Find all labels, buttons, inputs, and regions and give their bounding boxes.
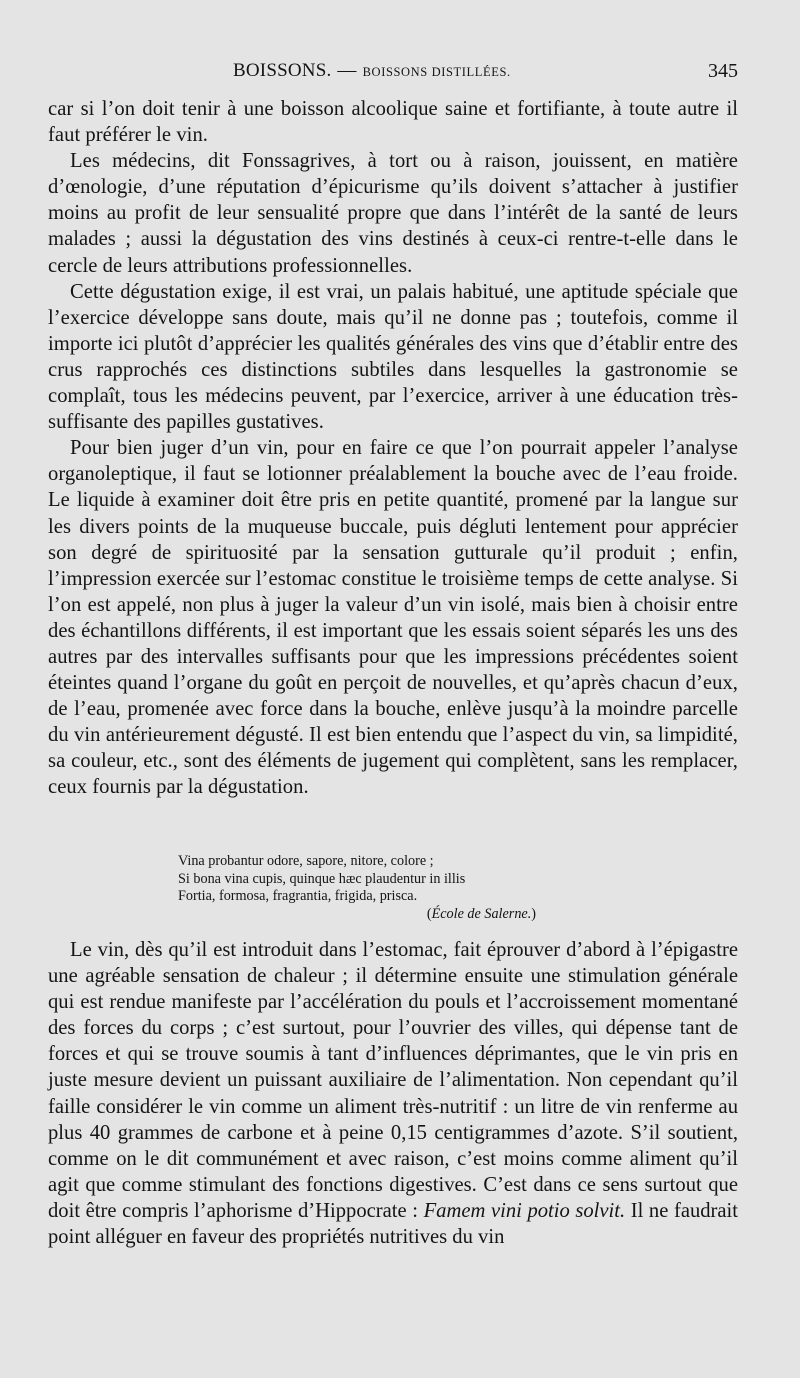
paragraph: car si l’on doit tenir à une boisson alcoolique saine et fortifiante, à toute autre il faut préférer le vin. <box>48 98 738 147</box>
page-number: 345 <box>708 60 738 82</box>
header-dash: — <box>337 60 357 81</box>
paragraph-text-end: Il ne faudrait point alléguer en faveur des propriétés nutritives du vin <box>48 1199 738 1249</box>
paragraph: Les médecins, dit Fonssagrives, à tort ou à raison, jouissent, en matière d’œnologie, d’une réputation d’épicurisme qu’ils doivent s’attacher à justifier moins au profit de leur sensualité propre que dans l’intérêt de la santé de leurs malades ; aussi la dégustation des vins destinés à ceux-ci rentre-t-elle dans le cercle de leurs attributions professionnelles. <box>48 150 738 277</box>
running-header <box>48 60 738 90</box>
quote-source-close: ) <box>531 905 536 922</box>
quote-source-title: École de Salerne. <box>431 905 532 922</box>
paragraph <box>48 937 738 1250</box>
paragraph: Cette dégustation exige, il est vrai, un palais habitué, une aptitude spéciale que l’exercice développe sans doute, mais qu’il ne donne pas ; toutefois, comme il importe ici plutôt d’apprécier les qualités générales des vins que d’établir entre des crus rapprochés ces distinctions subtiles dans lesquelles la gastronomie se complaît, tous les médecins peuvent, par l’exercice, arriver à une éducation très-suffisante des papilles gustatives. <box>48 280 738 434</box>
verse-line: Vina probantur odore, sapore, nitore, colore ; <box>178 853 434 869</box>
header-title <box>233 60 511 82</box>
body-text-continued <box>48 937 738 1250</box>
header-subsection: BOISSONS DISTILLÉES. <box>362 65 511 79</box>
latin-verse-quote <box>178 853 538 923</box>
verse-line: Si bona vina cupis, quinque hæc plaudentur in illis <box>178 870 466 887</box>
header-section: BOISSONS. <box>233 60 332 81</box>
quote-source <box>178 906 538 924</box>
quote-source-open: ( <box>426 905 432 922</box>
body-text <box>48 96 738 801</box>
verse-line: Fortia, formosa, fragrantia, frigida, prisca. <box>178 888 418 905</box>
paragraph: Pour bien juger d’un vin, pour en faire ce que l’on pourrait appeler l’analyse organoleptique, il faut se lotionner préalablement la bouche avec de l’eau froide. Le liquide à examiner doit être pris en petite quantité, promené par la langue sur les divers points de la muqueuse buccale, puis dégluti lentement pour apprécier son degré de spirituosité par la sensation gutturale qu’il produit ; enfin, l’impression exercée sur l’estomac constitue le troisième temps de cette analyse. Si l’on est appelé, non plus à juger la valeur d’un vin isolé, mais bien à choisir entre des échantillons différents, il est important que les essais soient séparés les uns des autres par des intervalles suffisants pour que les impressions précédentes soient éteintes quand l’organe du goût en perçoit de nouvelles, et qu’après chacun d’eux, de l’eau, promenée avec force dans la bouche, enlève jusqu’à la moindre parcelle du vin antérieurement dégusté. Il est bien entendu que l’aspect du vin, sa limpidité, sa couleur, etc., sont des éléments de jugement qui complètent, sans les remplacer, ceux fournis par la dégustation. <box>48 437 738 799</box>
hippocrates-aphorism: Famem vini potio solvit. <box>423 1199 626 1222</box>
paragraph-text: Le vin, dès qu’il est introduit dans l’estomac, fait éprouver d’abord à l’épigastre une agréable sensation de chaleur ; il détermine ensuite une stimulation générale qui est rendue manifeste par l’accélération du pouls et l’accroissement momentané des forces du corps ; c’est surtout, pour l’ouvrier des villes, qui dépense tant de forces et qui se trouve soumis à tant d’influences déprimantes, que le vin pris en juste mesure devient un puissant auxiliaire de l’alimentation. Non cependant qu’il faille considérer le vin comme un aliment très-nutritif : un litre de vin renferme au plus 40 grammes de carbone et à peine 0,15 centigrammes d’azote. S’il soutient, comme on le dit communément et avec raison, c’est moins comme aliment qu’il agit que comme stimulant des fonctions digestives. C’est dans ce sens surtout que doit être compris l’aphorisme d’Hippocrate : <box>48 939 738 1222</box>
